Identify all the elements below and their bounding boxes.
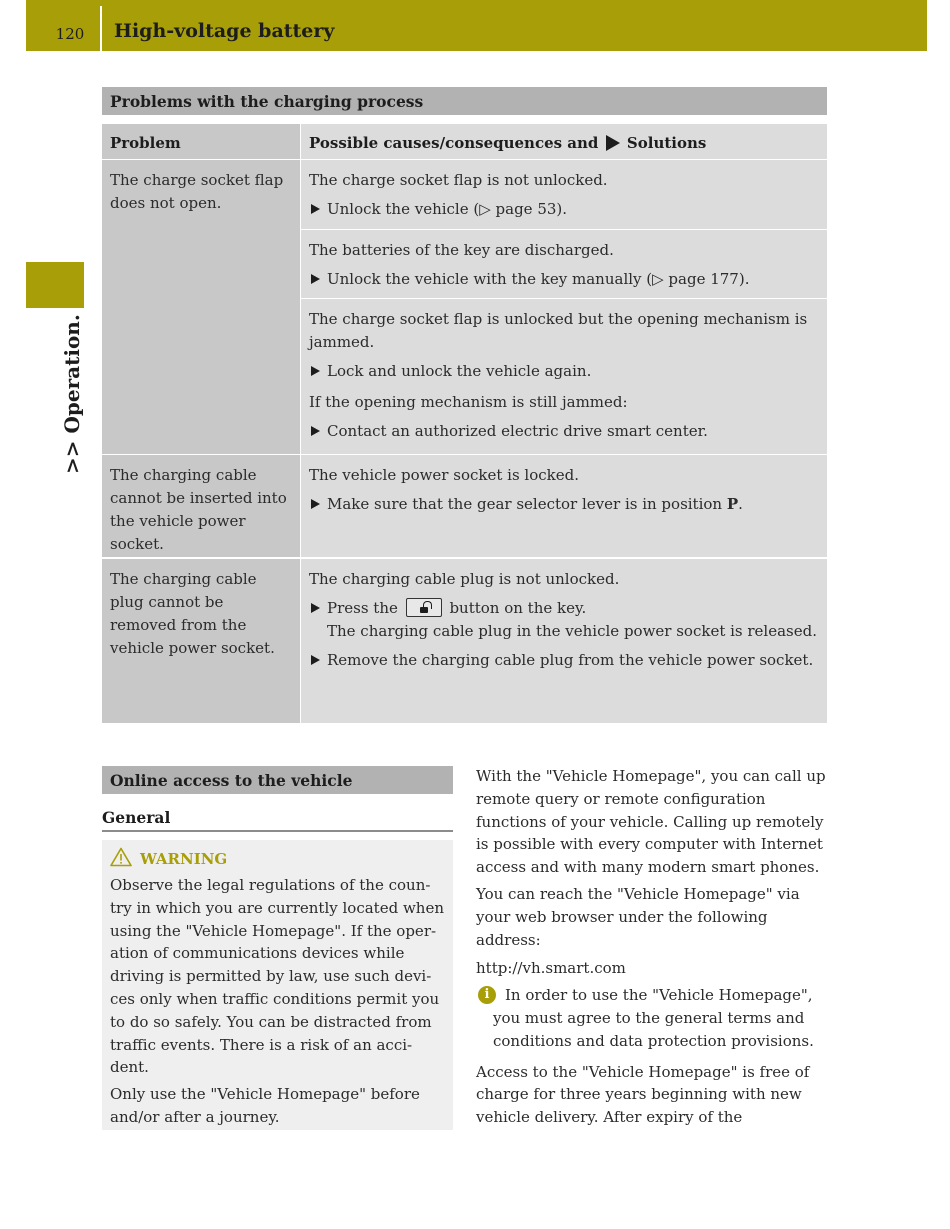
table-row-problem-cell	[102, 455, 300, 557]
warning-text: Only use the "Vehicle Homepage" before and/or after a journey.	[110, 1085, 420, 1126]
table-row-solution-cell	[301, 160, 827, 229]
table-title: Problems with the charging process	[102, 87, 827, 115]
solution-step: Unlock the vehicle (▷ page 53).	[309, 198, 819, 221]
table-row-solution-cell	[301, 559, 827, 723]
condition-text: If the opening mechanism is still jammed:	[309, 393, 628, 411]
homepage-url: http://vh.smart.com	[476, 959, 626, 978]
warning-label: WARNING	[140, 850, 228, 868]
subsection-title: General	[102, 808, 453, 832]
solution-arrow-icon	[606, 135, 620, 151]
solution-step-end: .	[738, 495, 743, 513]
cause-text: The vehicle power socket is locked.	[309, 466, 579, 484]
info-icon: i	[478, 986, 496, 1004]
cause-text: The charge socket flap is not unlocked.	[309, 171, 608, 189]
cause-text: The charge socket flap is unlocked but the opening mechanism is jammed.	[309, 310, 808, 351]
page-number: 120	[55, 25, 85, 43]
column-header-solutions-prefix: Possible causes/consequences and	[309, 134, 599, 152]
page-title: High-voltage battery	[114, 20, 335, 42]
column-header-problem: Problem	[102, 124, 300, 159]
solution-step	[309, 597, 819, 620]
paragraph: You can reach the "Vehicle Homepage" via your web browser under the following address:	[476, 884, 800, 949]
cause-text: The charging cable plug is not unlocked.	[309, 570, 620, 588]
section-side-label-text: >> Operation.	[60, 314, 84, 474]
table-row-problem-cell	[102, 160, 300, 454]
note-text: In order to use the "Vehicle Homepage", you must agree to the general terms and conditions and data protection provisions.	[493, 986, 814, 1050]
column-header-solutions-suffix: Solutions	[626, 134, 707, 152]
solution-step-end: button on the key.	[449, 599, 587, 617]
unlock-key-icon	[406, 598, 442, 617]
warning-triangle-icon	[110, 847, 132, 867]
warning-heading	[110, 846, 445, 872]
table-row-solution-cell	[301, 299, 827, 454]
problem-text: The charging cable cannot be inserted into the vehicle power socket.	[110, 466, 287, 553]
problem-text: The charge socket flap does not open.	[110, 171, 284, 212]
table-row-problem-cell	[102, 559, 300, 723]
table-row-solution-cell	[301, 455, 827, 557]
solution-step: Contact an authorized electric drive smart center.	[309, 420, 819, 443]
header-divider	[100, 6, 102, 51]
solution-step: Remove the charging cable plug from the vehicle power socket.	[309, 649, 819, 672]
column-header-solutions	[301, 124, 827, 159]
right-column-text	[476, 765, 836, 1133]
warning-box	[102, 840, 453, 1130]
cause-text: The batteries of the key are discharged.	[309, 241, 614, 259]
problem-text: The charging cable plug cannot be removed from the vehicle power socket.	[110, 570, 275, 657]
solution-step-text: Make sure that the gear selector lever is in position	[327, 495, 723, 513]
paragraph: Access to the "Vehicle Homepage" is free of charge for three years beginning with new vehicle delivery. After expiry of the	[476, 1062, 810, 1127]
result-text: The charging cable plug in the vehicle power socket is released.	[327, 622, 817, 640]
section-tab-marker	[26, 262, 84, 308]
gear-position: P	[726, 495, 739, 513]
warning-text: Observe the legal regulations of the country in which you are currently located when using the "Vehicle Homepage". If the operation of communications devices while driving is permitted by law, use such devices only when traffic conditions permit you to do so safely. You can be distracted from traffic events. There is a risk of an accident.	[110, 876, 444, 1077]
table-row-solution-cell	[301, 230, 827, 298]
solution-step	[309, 493, 819, 516]
paragraph: With the "Vehicle Homepage", you can call up remote query or remote configuration functions of your vehicle. Calling up remotely is possible with every computer with Internet access and with many modern smart phones.	[476, 767, 826, 877]
solution-step: Lock and unlock the vehicle again.	[309, 360, 819, 383]
solution-step-text: Press the	[327, 599, 398, 617]
section-title: Online access to the vehicle	[102, 766, 453, 794]
info-note	[476, 984, 836, 1052]
solution-step: Unlock the vehicle with the key manually (▷ page 177).	[309, 268, 819, 291]
section-side-label	[60, 314, 84, 474]
